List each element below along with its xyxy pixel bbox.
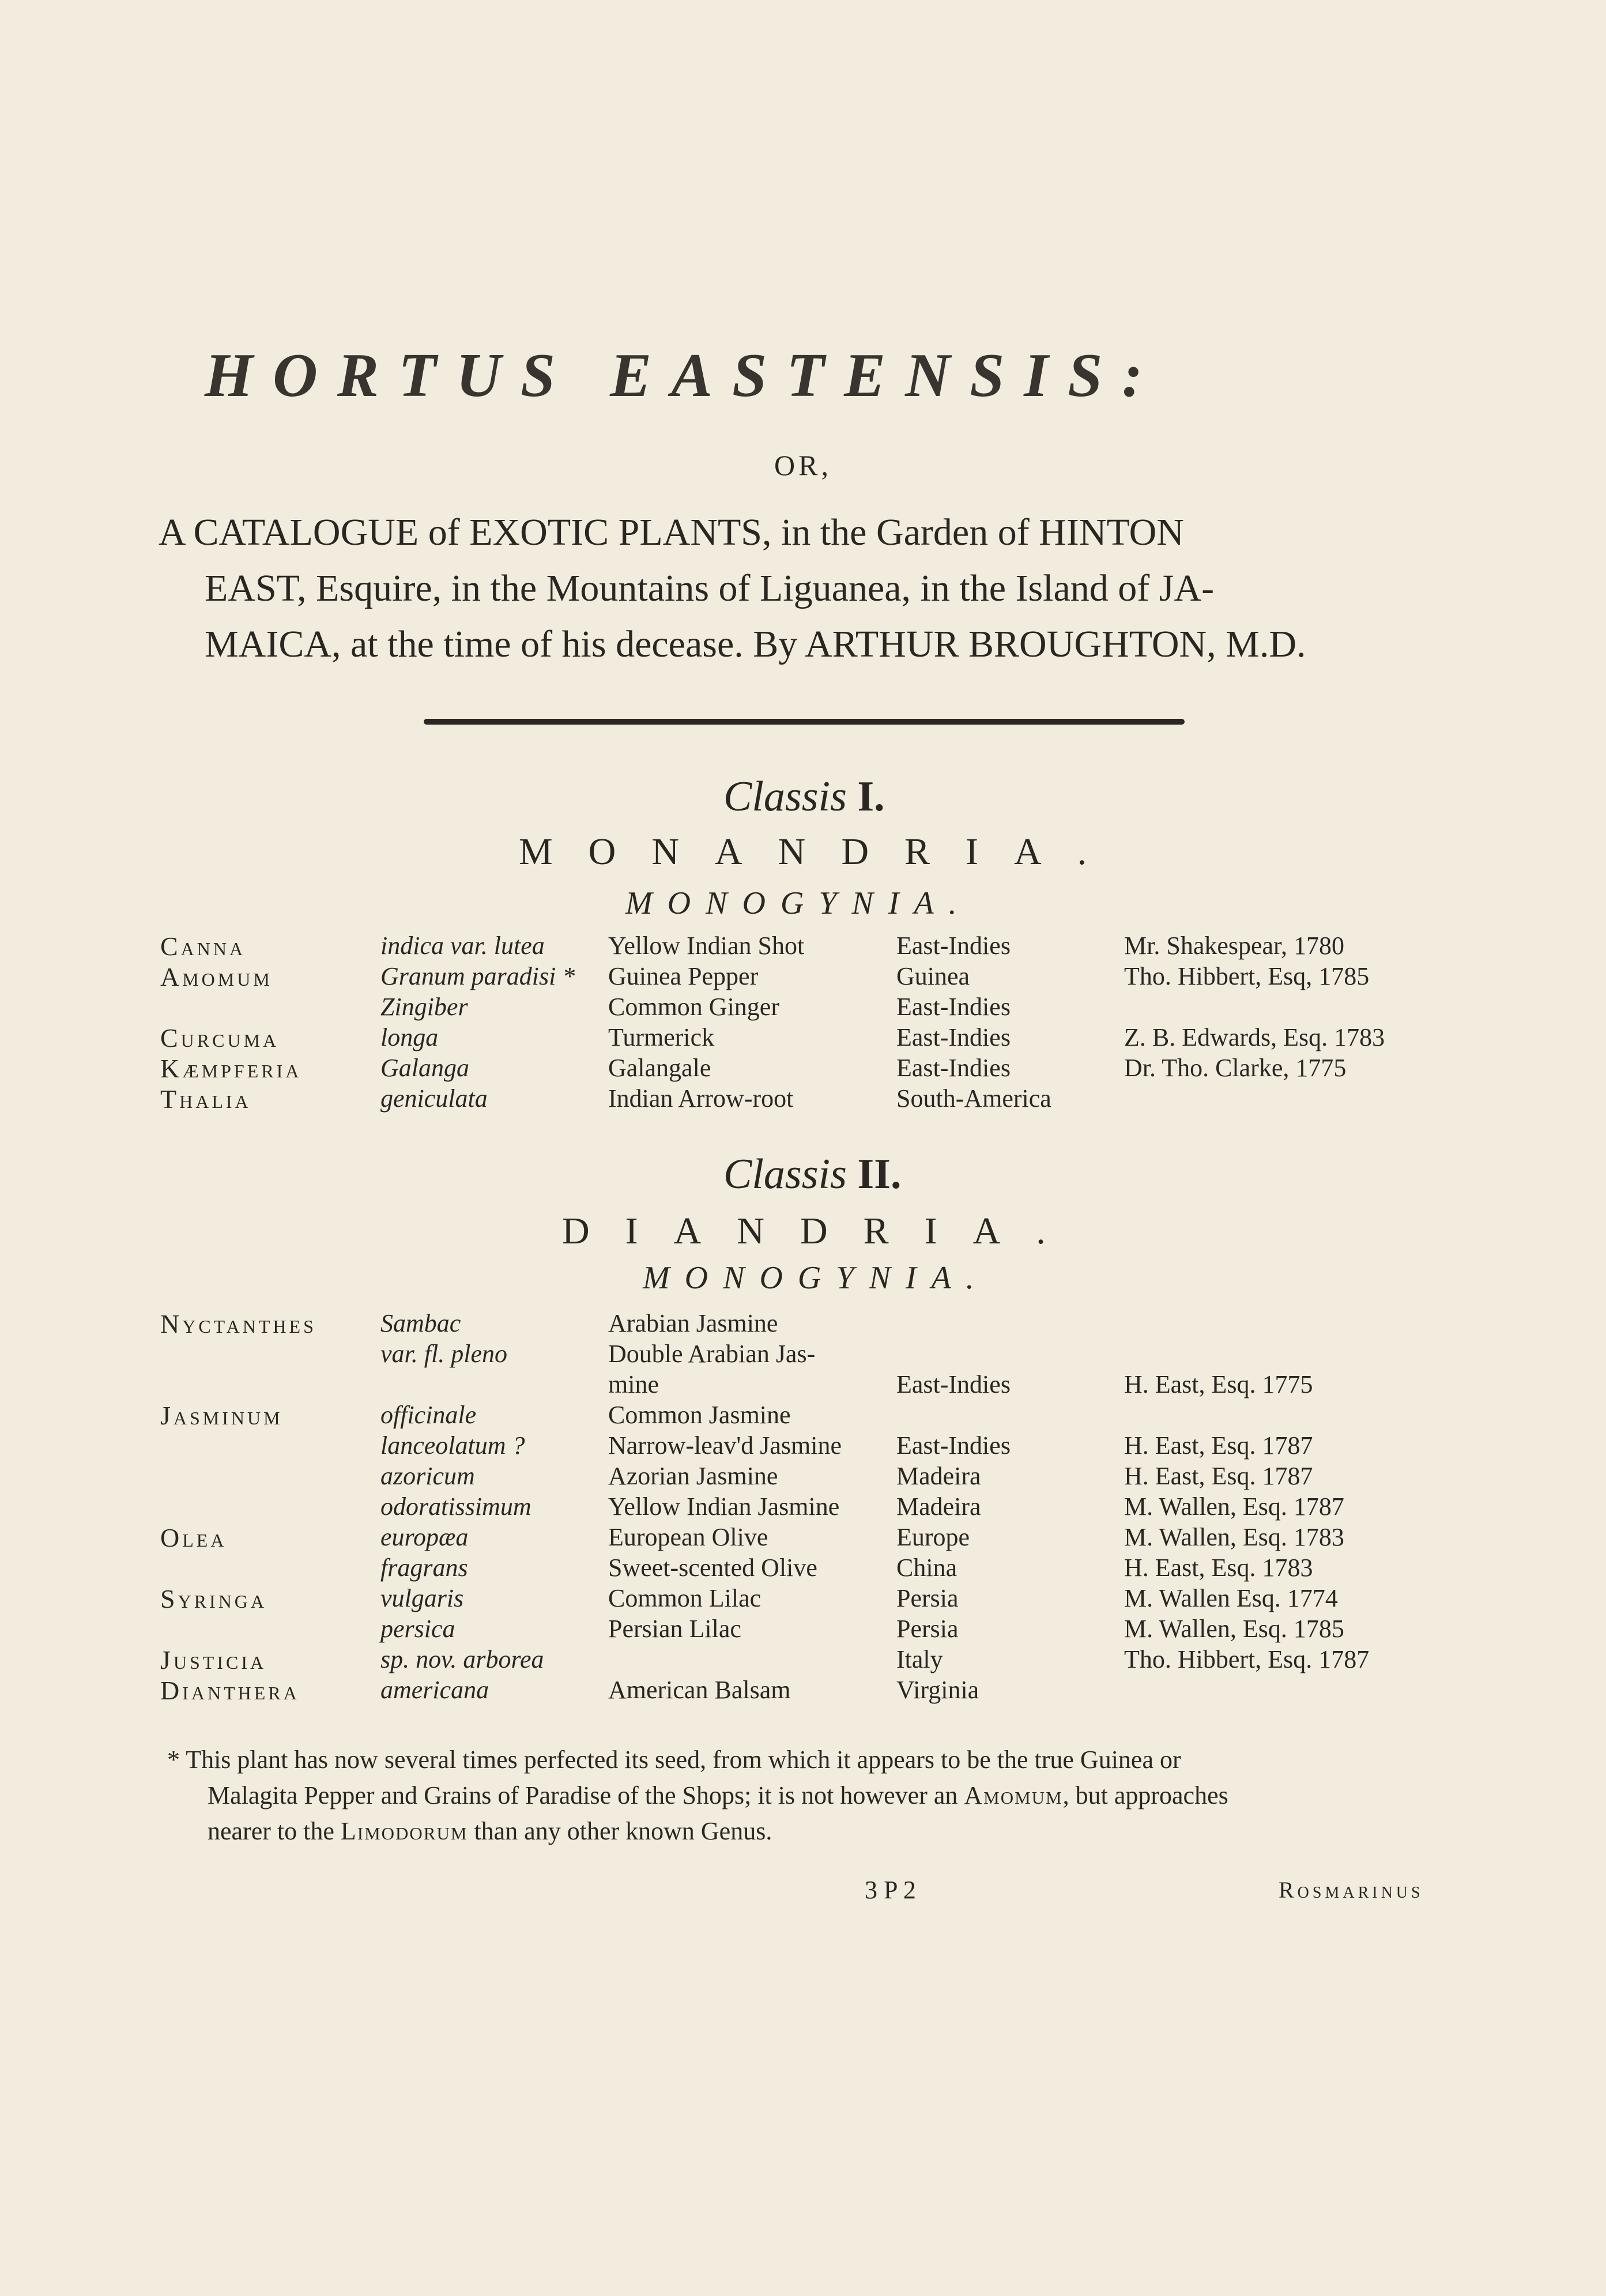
- class-number: I.: [857, 773, 885, 820]
- footnote-text: than any other known Genus.: [468, 1817, 772, 1845]
- species-name: Galanga: [380, 1054, 469, 1082]
- genus-name: Nyctanthes: [160, 1309, 316, 1339]
- table-row: [0, 1675, 1606, 1707]
- table-row: [0, 1370, 1606, 1402]
- introduced-by: Mr. Shakespear, 1780: [1124, 932, 1344, 960]
- footnote: [167, 1742, 1481, 1849]
- native-region: East-Indies: [896, 932, 1011, 960]
- footnote-line: [167, 1814, 1481, 1849]
- native-region: South-America: [896, 1084, 1051, 1113]
- species-name: vulgaris: [380, 1584, 464, 1612]
- common-name: Galangale: [608, 1054, 711, 1082]
- table-row: [0, 1309, 1606, 1341]
- introduced-by: Dr. Tho. Clarke, 1775: [1124, 1054, 1347, 1082]
- species-name: americana: [380, 1676, 489, 1704]
- native-region: China: [896, 1554, 957, 1582]
- genus-name: Justicia: [160, 1645, 267, 1675]
- native-region: Madeira: [896, 1462, 981, 1490]
- species-name: azoricum: [380, 1462, 475, 1490]
- table-row: [0, 1023, 1606, 1055]
- table-row: [0, 1053, 1606, 1085]
- class-1-heading: [723, 772, 885, 821]
- common-name: Turmerick: [608, 1023, 715, 1051]
- class-2-heading: [723, 1150, 901, 1199]
- common-name: Yellow Indian Jasmine: [608, 1492, 840, 1521]
- common-name: Narrow-leav'd Jasmine: [608, 1431, 842, 1460]
- common-name: Common Ginger: [608, 993, 779, 1021]
- species-name: geniculata: [380, 1084, 488, 1113]
- genus-name: Thalia: [160, 1084, 251, 1114]
- common-name: Arabian Jasmine: [608, 1309, 778, 1337]
- introduced-by: Z. B. Edwards, Esq. 1783: [1124, 1023, 1385, 1051]
- native-region: East-Indies: [896, 1023, 1011, 1051]
- native-region: Italy: [896, 1645, 943, 1673]
- native-region: East-Indies: [896, 993, 1011, 1021]
- or-subtitle: OR,: [774, 449, 832, 481]
- horizontal-rule: [424, 719, 1185, 725]
- species-name: longa: [380, 1023, 439, 1051]
- table-row: [0, 1553, 1606, 1585]
- common-name: Common Jasmine: [608, 1401, 791, 1429]
- table-row: [0, 1339, 1606, 1371]
- introduced-by: M. Wallen, Esq. 1787: [1124, 1492, 1344, 1521]
- common-name: Double Arabian Jas-: [608, 1340, 816, 1368]
- genus-name: Kæmpferia: [160, 1054, 302, 1083]
- common-name: mine: [608, 1370, 659, 1398]
- genus-name: Curcuma: [160, 1023, 280, 1053]
- table-row: [0, 1522, 1606, 1555]
- footnote-line: * This plant has now several times perfected its seed, from which it appears to be the true Guinea or: [167, 1745, 1181, 1774]
- native-region: East-Indies: [896, 1431, 1011, 1460]
- species-name: var. fl. pleno: [380, 1340, 507, 1368]
- species-name: officinale: [380, 1401, 477, 1429]
- table-row: [0, 931, 1606, 963]
- description-line: MAICA, at the time of his decease. By ARTHUR BROUGHTON, M.D.: [205, 623, 1306, 665]
- common-name: Common Lilac: [608, 1584, 761, 1612]
- species-name: indica var. lutea: [380, 932, 545, 960]
- common-name: Yellow Indian Shot: [608, 932, 805, 960]
- introduced-by: M. Wallen, Esq. 1785: [1124, 1615, 1344, 1643]
- footnote-genus: Limodorum: [340, 1817, 468, 1845]
- description-line: EAST, Esquire, in the Mountains of Liguanea, in the Island of JA-: [205, 567, 1215, 609]
- table-row: [0, 1461, 1606, 1494]
- species-name: europæa: [380, 1523, 469, 1551]
- introduced-by: H. East, Esq. 1787: [1124, 1431, 1313, 1460]
- class-2-order: MONOGYNIA.: [643, 1260, 989, 1296]
- table-row: [0, 1431, 1606, 1463]
- native-region: Europe: [896, 1523, 970, 1551]
- common-name: Persian Lilac: [608, 1615, 741, 1643]
- class-2-name: DIANDRIA.: [562, 1210, 1081, 1252]
- common-name: Sweet-scented Olive: [608, 1554, 817, 1582]
- introduced-by: H. East, Esq. 1783: [1124, 1554, 1313, 1582]
- species-name: persica: [380, 1615, 455, 1643]
- introduced-by: Tho. Hibbert, Esq. 1787: [1124, 1645, 1370, 1673]
- table-row: [0, 992, 1606, 1024]
- introduced-by: M. Wallen, Esq. 1783: [1124, 1523, 1344, 1551]
- table-row: [0, 1492, 1606, 1524]
- species-name: Zingiber: [380, 993, 468, 1021]
- native-region: Persia: [896, 1615, 959, 1643]
- species-name: odoratissimum: [380, 1492, 531, 1521]
- native-region: Persia: [896, 1584, 959, 1612]
- genus-name: Canna: [160, 932, 246, 961]
- class-number: II.: [857, 1151, 902, 1198]
- common-name: European Olive: [608, 1523, 768, 1551]
- footnote-text: nearer to the: [208, 1817, 341, 1845]
- genus-name: Olea: [160, 1523, 227, 1552]
- native-region: Guinea: [896, 962, 970, 990]
- introduced-by: H. East, Esq. 1775: [1124, 1370, 1313, 1398]
- species-name: sp. nov. arborea: [380, 1645, 544, 1673]
- genus-name: Amomum: [160, 962, 273, 991]
- species-name: Granum paradisi *: [380, 962, 575, 990]
- table-row: [0, 1400, 1606, 1432]
- class-1-name: MONANDRIA.: [519, 831, 1123, 873]
- footnote-genus: Amomum: [964, 1781, 1063, 1809]
- introduced-by: M. Wallen Esq. 1774: [1124, 1584, 1338, 1612]
- native-region: Madeira: [896, 1492, 981, 1521]
- genus-name: Syringa: [160, 1584, 267, 1613]
- genus-name: Dianthera: [160, 1676, 300, 1705]
- footnote-text: Malagita Pepper and Grains of Paradise of the Shops; it is not however an: [208, 1781, 964, 1809]
- page-title: HORTUS EASTENSIS:: [205, 341, 1163, 410]
- species-name: Sambac: [380, 1309, 461, 1337]
- introduced-by: H. East, Esq. 1787: [1124, 1462, 1313, 1490]
- footnote-text: , but approaches: [1062, 1781, 1228, 1809]
- catalogue-description: [159, 504, 1484, 672]
- table-row: [0, 1084, 1606, 1116]
- class-1-order: MONOGYNIA.: [625, 885, 972, 921]
- common-name: Guinea Pepper: [608, 962, 759, 990]
- table-row: [0, 1584, 1606, 1616]
- native-region: Virginia: [896, 1676, 979, 1704]
- catchword: Rosmarinus: [1279, 1877, 1424, 1903]
- species-name: lanceolatum ?: [380, 1431, 525, 1460]
- species-name: fragrans: [380, 1554, 468, 1582]
- table-row: [0, 962, 1606, 994]
- native-region: East-Indies: [896, 1370, 1011, 1398]
- table-row: [0, 1614, 1606, 1646]
- table-row: [0, 1645, 1606, 1677]
- introduced-by: Tho. Hibbert, Esq, 1785: [1124, 962, 1370, 990]
- classis-label: Classis: [723, 773, 847, 820]
- signature-mark: 3 P 2: [865, 1876, 916, 1904]
- native-region: East-Indies: [896, 1054, 1011, 1082]
- common-name: Indian Arrow-root: [608, 1084, 794, 1113]
- classis-label: Classis: [723, 1151, 847, 1198]
- common-name: American Balsam: [608, 1676, 791, 1704]
- footnote-line: [167, 1778, 1481, 1814]
- description-line: A CATALOGUE of EXOTIC PLANTS, in the Garden of HINTON: [159, 511, 1184, 553]
- genus-name: Jasminum: [160, 1401, 283, 1430]
- common-name: Azorian Jasmine: [608, 1462, 778, 1490]
